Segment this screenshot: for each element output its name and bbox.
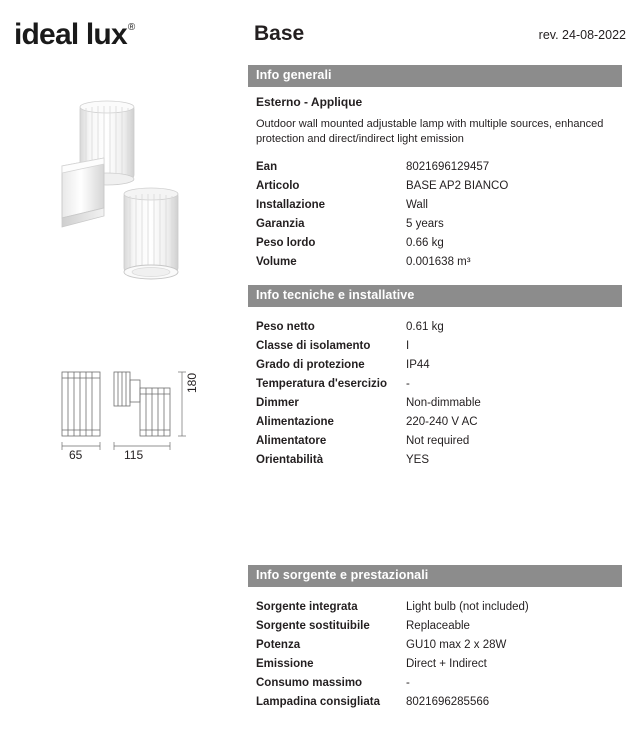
spec-key: Garanzia [256, 218, 305, 230]
product-photo [40, 100, 210, 285]
spec-key: Grado di protezione [256, 359, 365, 371]
section-heading-info-generali: Info generali [248, 65, 622, 87]
spec-value: GU10 max 2 x 28W [406, 639, 507, 651]
product-category: Esterno - Applique [256, 95, 363, 109]
section-heading-info-sorgente: Info sorgente e prestazionali [248, 565, 622, 587]
table-row [256, 237, 616, 256]
section-info-tecniche [248, 285, 622, 473]
spec-key: Peso lordo [256, 237, 316, 249]
table-row [256, 321, 616, 340]
table-row [256, 639, 616, 658]
dimension-drawing [52, 360, 222, 475]
spec-key: Potenza [256, 639, 301, 651]
spec-value: BASE AP2 BIANCO [406, 180, 509, 192]
table-row [256, 696, 616, 715]
spec-key: Alimentazione [256, 416, 334, 428]
dimension-depth-label: 115 [124, 448, 144, 462]
table-row [256, 161, 616, 180]
spec-value: Direct + Indirect [406, 658, 487, 670]
table-row [256, 218, 616, 237]
spec-value: - [406, 378, 410, 390]
table-row [256, 620, 616, 639]
spec-value: - [406, 677, 410, 689]
revision-date: rev. 24-08-2022 [538, 28, 626, 42]
brand-name: ideal lux [14, 18, 127, 51]
spec-value: I [406, 340, 410, 352]
dimension-width-label: 65 [69, 448, 83, 462]
product-description: Outdoor wall mounted adjustable lamp with multiple sources, enhanced protection and direct/indirect light emission [256, 118, 604, 145]
section-info-generali [248, 65, 622, 275]
left-column [0, 0, 238, 736]
registered-mark: ® [127, 22, 135, 33]
table-row [256, 256, 616, 275]
section-heading-info-tecniche: Info tecniche e installative [248, 285, 622, 307]
table-row [256, 601, 616, 620]
spec-value: 5 years [406, 218, 444, 230]
table-row [256, 454, 616, 473]
spec-key: Ean [256, 161, 278, 173]
spec-value: 0.66 kg [406, 237, 444, 249]
table-row [256, 397, 616, 416]
table-row [256, 180, 616, 199]
spec-key: Temperatura d'esercizio [256, 378, 387, 390]
spec-key: Lampadina consigliata [256, 696, 380, 708]
spec-value: Not required [406, 435, 470, 447]
spec-value: Replaceable [406, 620, 470, 632]
spec-key: Orientabilità [256, 454, 324, 466]
spec-key: Articolo [256, 180, 300, 192]
spec-value: Light bulb (not included) [406, 601, 529, 613]
spec-key: Volume [256, 256, 297, 268]
spec-value: Wall [406, 199, 428, 211]
specs-table-info-tecniche [256, 321, 616, 473]
spec-key: Emissione [256, 658, 314, 670]
spec-value: IP44 [406, 359, 430, 371]
spec-key: Dimmer [256, 397, 299, 409]
table-row [256, 359, 616, 378]
specs-table-info-generali [256, 161, 616, 275]
spec-value: 8021696129457 [406, 161, 490, 173]
spec-value: 0.001638 m³ [406, 256, 471, 268]
spec-key: Alimentatore [256, 435, 327, 447]
table-row [256, 677, 616, 696]
spec-key: Classe di isolamento [256, 340, 371, 352]
page-title: Base [254, 22, 305, 45]
spec-key: Peso netto [256, 321, 315, 333]
spec-key: Installazione [256, 199, 326, 211]
spec-value: Non-dimmable [406, 397, 481, 409]
spec-value: 8021696285566 [406, 696, 490, 708]
table-row [256, 435, 616, 454]
table-row [256, 199, 616, 218]
spec-value: 220-240 V AC [406, 416, 478, 428]
spec-key: Sorgente integrata [256, 601, 358, 613]
section-info-sorgente [248, 565, 622, 715]
brand-logo [14, 18, 133, 52]
spec-value: YES [406, 454, 430, 466]
spec-value: 0.61 kg [406, 321, 444, 333]
dimension-height-label: 180 [185, 372, 199, 393]
product-photo-svg [40, 100, 210, 285]
spec-key: Sorgente sostituibile [256, 620, 370, 632]
table-row [256, 658, 616, 677]
table-row [256, 416, 616, 435]
specs-table-info-sorgente [256, 601, 616, 715]
table-row [256, 378, 616, 397]
spec-key: Consumo massimo [256, 677, 363, 689]
table-row [256, 340, 616, 359]
